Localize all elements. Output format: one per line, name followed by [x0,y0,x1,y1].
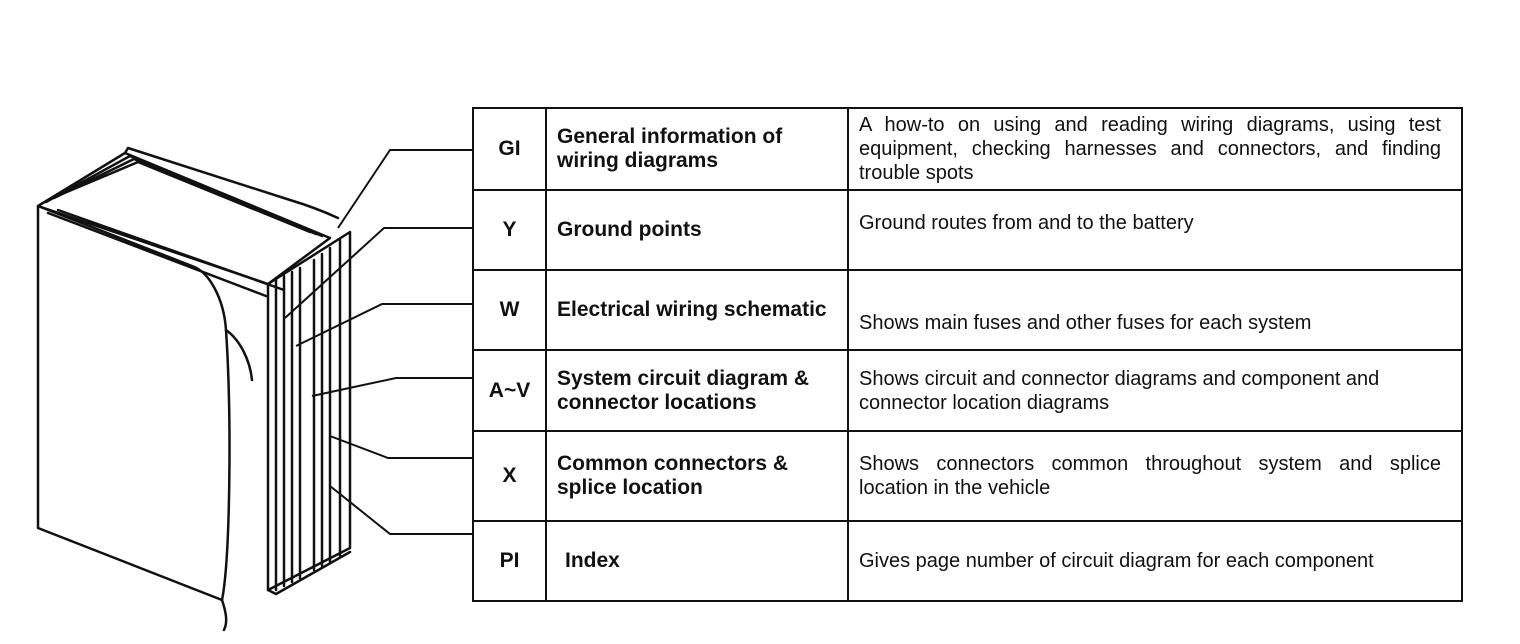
section-code: Y [473,190,546,270]
section-code: A~V [473,350,546,431]
book-fore-edge [268,232,350,590]
leader-line-gi [338,150,474,228]
section-name: Electrical wiring schematic [546,270,848,350]
table-row [473,108,1462,190]
wiring-manual-sections-table [472,107,1463,602]
table-row [473,431,1462,521]
table-row [473,521,1462,601]
section-code: X [473,431,546,521]
section-description: Gives page number of circuit diagram for each component [848,521,1462,601]
section-code: PI [473,521,546,601]
section-description: Shows main fuses and other fuses for each system [848,270,1462,350]
table-row [473,190,1462,270]
section-code: GI [473,108,546,190]
leader-line-av [312,378,474,396]
section-description: A how-to on using and reading wiring diagrams, using test equipment, checking harnesses and connectors, and finding trouble spots [848,108,1462,190]
section-name: Ground points [546,190,848,270]
book-front-cover [38,206,229,600]
section-code: W [473,270,546,350]
table-row [473,270,1462,350]
section-description: Shows circuit and connector diagrams and component and connector location diagrams [848,350,1462,431]
section-name: Index [546,521,848,601]
section-name: Common connectors & splice location [546,431,848,521]
table-row [473,350,1462,431]
section-description: Ground routes from and to the battery [848,190,1462,270]
leader-line-pi [330,486,474,534]
section-name: System circuit diagram & connector locations [546,350,848,431]
curled-page [125,148,338,218]
section-name: General information of wiring diagrams [546,108,848,190]
section-description: Shows connectors common throughout system and splice location in the vehicle [848,431,1462,521]
leader-line-x [330,436,474,458]
